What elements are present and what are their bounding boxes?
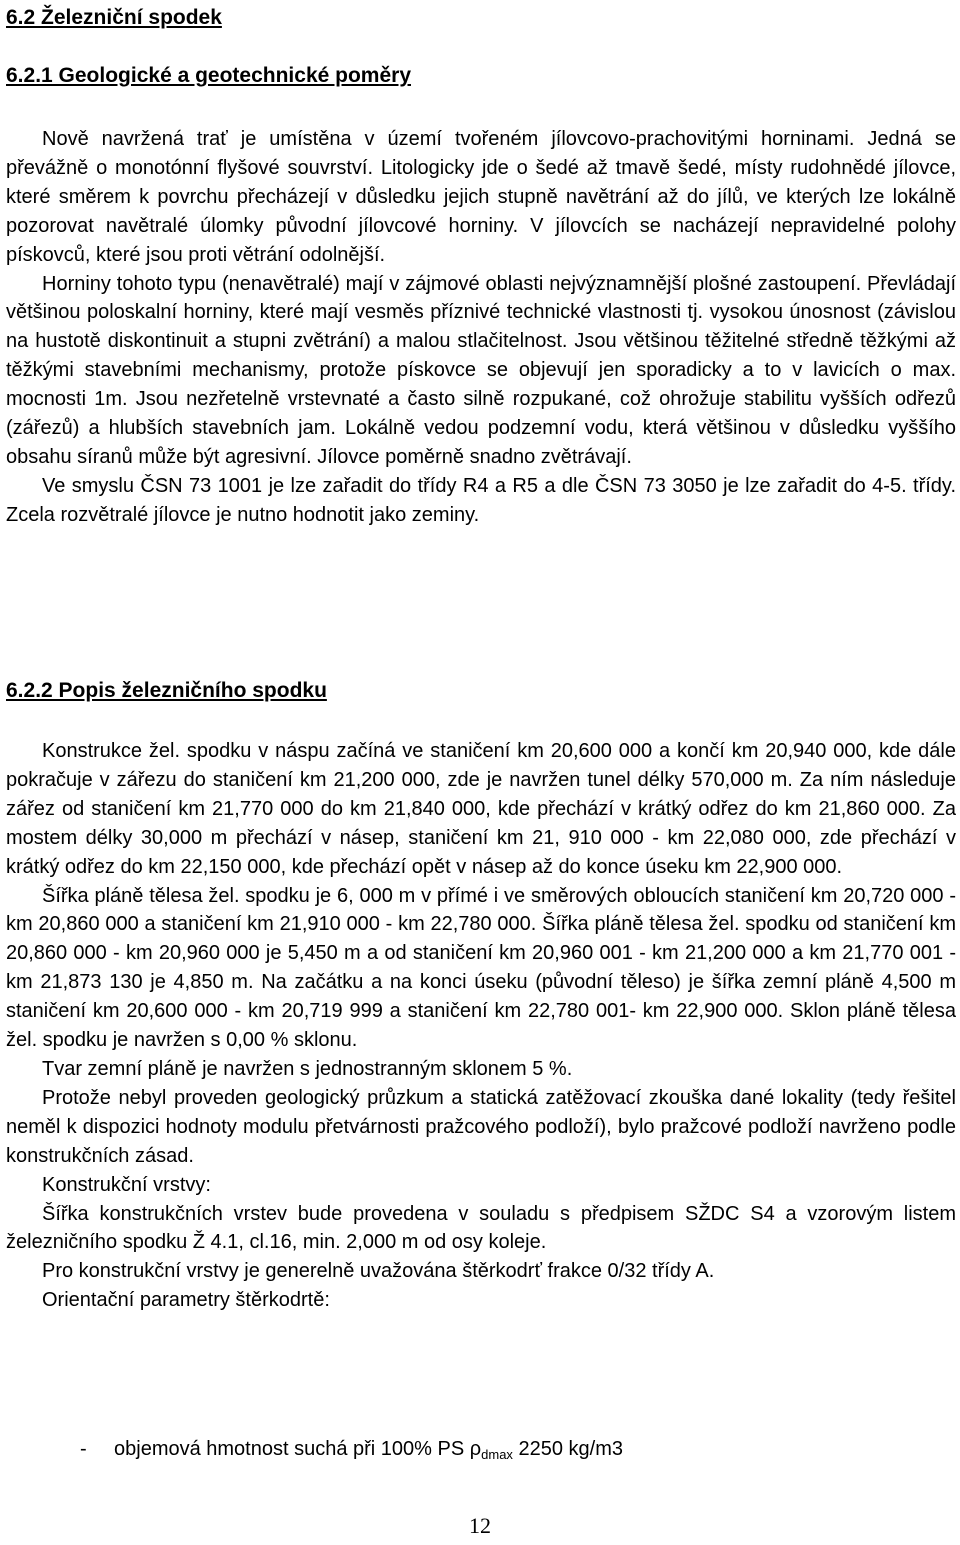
- paragraph: Pro konstrukční vrstvy je generelně uvažována štěrkodrť frakce 0/32 třídy A.: [42, 1260, 715, 1283]
- paragraph: Tvar zemní pláně je navržen s jednostranným sklonem 5 %.: [42, 1057, 573, 1080]
- geology-text-block: [6, 125, 956, 530]
- paragraph: Konstrukce žel. spodku v náspu začíná ve staničení km 20,600 000 a končí km 20,940 000, kde dále pokračuje v zářezu do staničení km 21,200 000, zde je navržen tunel délky 570,000 m. Za ním následuje zářez od staničení km 21,770 000 do km 21,840 000, kde přechází v krátký odřez do km 21,860 000. Za mostem délky 30,000 m přechází v násep, staničení km 21, 910 000 - km 22,080 000, zde přechází v krátký odřez do km 22,150 000, kde přechází opět v násep až do konce úseku km 22,900 000.: [6, 740, 956, 878]
- subsection-heading-6-2-2: 6.2.2 Popis železničního spodku: [6, 679, 327, 702]
- page-number: 12: [469, 1513, 491, 1538]
- paragraph: Konstrukční vrstvy:: [42, 1173, 211, 1196]
- section-heading-6-2: 6.2 Železniční spodek: [6, 6, 222, 29]
- parameter-list-item: [6, 1435, 623, 1469]
- list-item-text: objemová hmotnost suchá při 100% PS ρ: [114, 1438, 482, 1460]
- paragraph: Ve smyslu ČSN 73 1001 je lze zařadit do třídy R4 a R5 a dle ČSN 73 3050 je lze zařadit do 4-5. třídy. Zcela rozvětralé jílovce je nutno hodnotit jako zeminy.: [6, 474, 956, 526]
- paragraph: Protože nebyl proveden geologický průzkum a statická zatěžovací zkouška dané lokality (tedy řešitel neměl k dispozici hodnoty modulu přetvárnosti pražcového podloží), bylo pražcové podloží navrženo podle konstrukčních zásad.: [6, 1086, 956, 1167]
- paragraph: Šířka pláně tělesa žel. spodku je 6, 000 m v přímé i ve směrových obloucích staničení km 20,720 000 - km 20,860 000 a staničení km 21,910 000 - km 22,780 000. Šířka pláně tělesa žel. spodku od staničení km 20,860 000 - km 20,960 000 je 5,450 m a od staničení km 20,960 001 - km 21,200 000 a km 21,770 001 - km 21,873 130 je 4,850 m. Na začátku a na konci úseku (původní těleso) je šířka zemní pláně 4,500 m staničení km 20,600 000 - km 20,719 999 a staničení km 22,780 001- km 22,900 000. Sklon pláně tělesa žel. spodku je navržen s 0,00 % sklonu.: [6, 884, 956, 1052]
- paragraph: Orientační parametry štěrkodrtě:: [42, 1289, 330, 1312]
- list-item-value: 2250 kg/m3: [512, 1438, 624, 1460]
- list-item-subscript: dmax: [481, 1447, 513, 1462]
- paragraph: Šířka konstrukčních vrstev bude provedena v souladu s předpisem SŽDC S4 a vzorovým listem železničního spodku Ž 4.1, cl.16, min. 2,000 m od osy koleje.: [6, 1202, 956, 1254]
- paragraph: Horniny tohoto typu (nenavětralé) mají v zájmové oblasti nejvýznamnější plošné zastoupení. Převládají většinou poloskalní horniny, které mají vesměs příznivé technické vlastnosti tj. vysokou únosnost (závislou na hustotě diskontinuit a stupni zvětrání) a malou stlačitelnost. Jsou většinou těžitelné středně těžkými až těžkými stavebními mechanismy, protože pískovce se objevují jen sporadicky a to v lavicích o max. mocnosti 1m. Jsou nezřetelně vrstevnaté a často silně rozpukané, což ohrožuje stabilitu vyšších odřezů (zářezů) a hlubších stavebních jam. Lokálně vedou podzemní vodu, která většinou v důsledku vyššího obsahu síranů může být agresivní. Jílovce poměrně snadno zvětrávají.: [6, 272, 956, 468]
- paragraph: Nově navržená trať je umístěna v území tvořeném jílovcovo-prachovitými horninami. Jedná se převážně o monotónní flyšové souvrství. Litologicky jde o šedé až tmavě šedé, místy rudohnědé jílovce, které směrem k povrchu přecházejí v důsledku jejich stupně navětrání až do jílů, ve kterých lze lokálně pozorovat navětralé úlomky původní jílovcové horniny. V jílovcích se nacházejí nepravidelné polohy pískovců, které jsou proti větrání odolnější.: [6, 128, 956, 266]
- list-dash: -: [80, 1438, 87, 1460]
- substructure-text-block: [6, 737, 956, 1315]
- subsection-heading-6-2-1: 6.2.1 Geologické a geotechnické poměry: [6, 64, 411, 87]
